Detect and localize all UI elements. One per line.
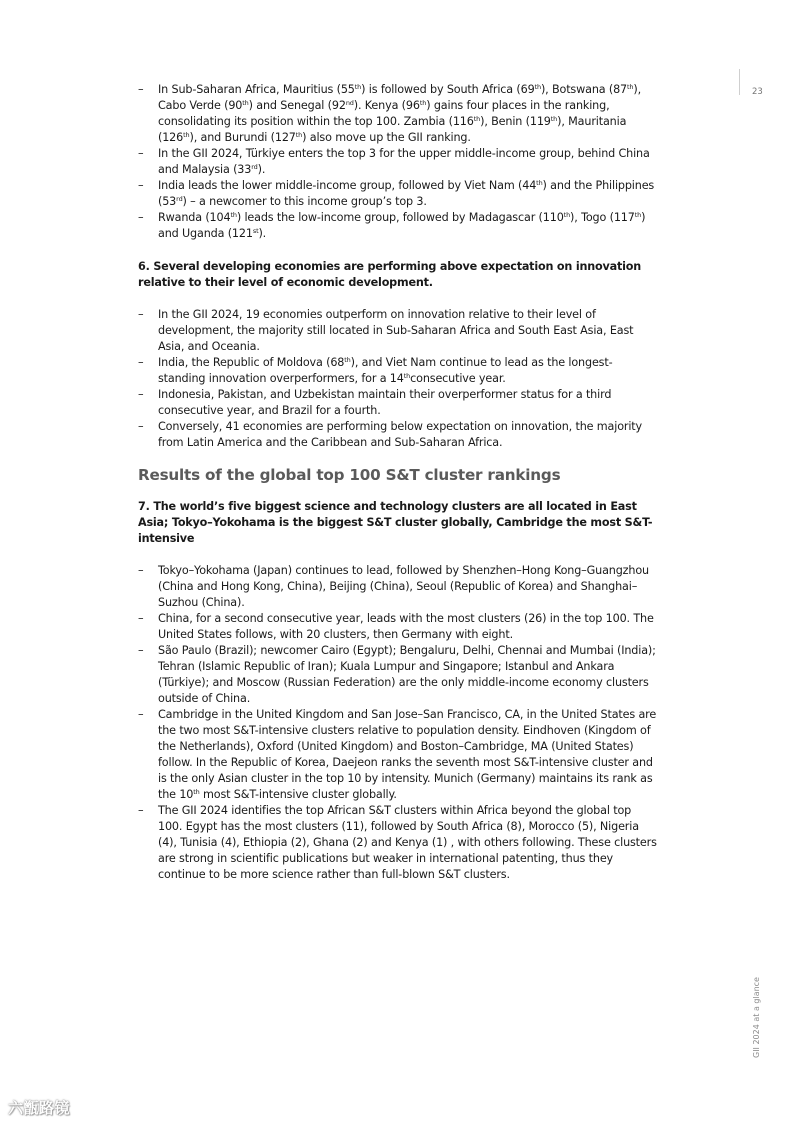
bullet-item: – India, the Republic of Moldova (68th), and Viet Nam continue to lead as the longest-standing innovation overperformers, for a 14thconsecutive year.: [138, 355, 658, 387]
bullet-list-income-groups: [138, 82, 658, 242]
watermark-logo: 六甑路镜: [8, 1099, 71, 1117]
bullet-item: – Indonesia, Pakistan, and Uzbekistan maintain their overperformer status for a third consecutive year, and Brazil for a fourth.: [138, 387, 658, 419]
header-divider: [739, 69, 740, 95]
bullet-item: – Rwanda (104th) leads the low-income group, followed by Madagascar (110th), Togo (117th) and Uganda (121st).: [138, 210, 658, 242]
page-content: [138, 82, 658, 883]
bullet-item: – Cambridge in the United Kingdom and San Jose–San Francisco, CA, in the United States are the two most S&T-intensive clusters relative to population density. Eindhoven (Kingdom of the Netherlands), Oxford (United Kingdom) and Boston–Cambridge, MA (United States) follow. In the Republic of Korea, Daejeon ranks the seventh most S&T-intensive cluster and is the only Asian cluster in the top 10 by intensity. Munich (Germany) maintains its rank as the 10th most S&T-intensive cluster globally.: [138, 707, 658, 803]
section-heading: Results of the global top 100 S&T cluster rankings: [138, 466, 561, 484]
finding-6-heading: 6. Several developing economies are performing above expectation on innovation relative to their level of economic development.: [138, 260, 641, 289]
bullet-item: – In Sub-Saharan Africa, Mauritius (55th) is followed by South Africa (69th), Botswana (87th), Cabo Verde (90th) and Senegal (92nd). Kenya (96th) gains four places in the ranking, consolidating its position within the top 100. Zambia (116th), Benin (119th), Mauritania (126th), and Burundi (127th) also move up the GII ranking.: [138, 82, 658, 146]
bullet-list-overperformers: [138, 307, 658, 451]
finding-7-heading: 7. The world’s five biggest science and technology clusters are all located in East Asia; Tokyo–Yokohama is the biggest S&T cluster globally, Cambridge the most S&T-intensive: [138, 500, 653, 545]
bullet-item: – São Paulo (Brazil); newcomer Cairo (Egypt); Bengaluru, Delhi, Chennai and Mumbai (India); Tehran (Islamic Republic of Iran); Kuala Lumpur and Singapore; Istanbul and Ankara (Türkiye); and Moscow (Russian Federation) are the only middle-income economy clusters outside of China.: [138, 643, 658, 707]
bullet-item: – India leads the lower middle-income group, followed by Viet Nam (44th) and the Philippines (53rd) – a newcomer to this income group’s top 3.: [138, 178, 658, 210]
bullet-item: – The GII 2024 identifies the top African S&T clusters within Africa beyond the global top 100. Egypt has the most clusters (11), followed by South Africa (8), Morocco (5), Nigeria (4), Tunisia (4), Ethiopia (2), Ghana (2) and Kenya (1) , with others following. These clusters are strong in scientific publications but weaker in international patenting, thus they continue to be more science rather than full-blown S&T clusters.: [138, 803, 658, 883]
page-number: 23: [752, 87, 763, 97]
bullet-item: – China, for a second consecutive year, leads with the most clusters (26) in the top 100. The United States follows, with 20 clusters, then Germany with eight.: [138, 611, 658, 643]
bullet-item: – Conversely, 41 economies are performing below expectation on innovation, the majority from Latin America and the Caribbean and Sub-Saharan Africa.: [138, 419, 658, 451]
bullet-item: – Tokyo–Yokohama (Japan) continues to lead, followed by Shenzhen–Hong Kong–Guangzhou (China and Hong Kong, China), Beijing (China), Seoul (Republic of Korea) and Shanghai–Suzhou (China).: [138, 563, 658, 611]
bullet-list-clusters: [138, 563, 658, 883]
bullet-item: – In the GII 2024, 19 economies outperform on innovation relative to their level of development, the majority still located in Sub-Saharan Africa and South East Asia, East Asia, and Oceania.: [138, 307, 658, 355]
running-footer: GII 2024 at a glance: [752, 977, 761, 1058]
bullet-item: – In the GII 2024, Türkiye enters the top 3 for the upper middle-income group, behind China and Malaysia (33rd).: [138, 146, 658, 178]
